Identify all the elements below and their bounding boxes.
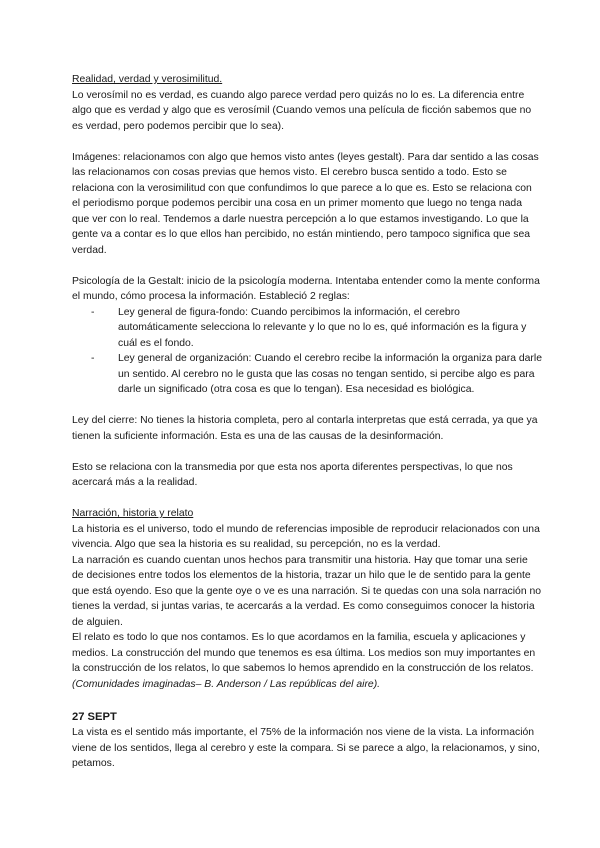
paragraph-transmedia: Esto se relaciona con la transmedia por que esta nos aporta diferentes perspectivas, lo que nos acercará más a la realidad. <box>72 461 513 488</box>
relato-text: El relato es todo lo que nos contamos. Es lo que acordamos en la familia, escuela y aplicaciones y medios. La construcción del mundo que tenemos es esa última. Los medios son muy importantes en la construcción de los relatos, lo que sabemos lo hemos aprendido en la construcción de los relatos. <box>72 632 536 674</box>
paragraph-vista: La vista es el sentido más importante, el 75% de la información nos viene de la vista. La información viene de los sentidos, llega al cerebro y este la compara. Si se parece a algo, la relacionamos, y sino, petamos. <box>72 727 540 769</box>
relato-citation: (Comunidades imaginadas– B. Anderson / Las repúblicas del aire). <box>72 678 381 690</box>
list-item: - Ley general de organización: Cuando el cerebro recibe la información la organiza para darle un sentido. Al cerebro no le gusta que las cosas no tengan sentido, si percibe algo es para darle un significado (otra cosa es que lo tengan). Esa necesidad es biológica. <box>118 351 542 398</box>
date-heading: 27 SEPT <box>72 710 117 723</box>
spacer <box>72 692 542 708</box>
section-heading-narracion: Narración, historia y relato <box>72 508 194 519</box>
spacer <box>72 258 542 274</box>
paragraph-relato <box>72 630 542 692</box>
paragraph-imagenes: Imágenes: relacionamos con algo que hemos visto antes (leyes gestalt). Para dar sentido a las cosas las relacionamos con cosas previas que hemos visto. El cerebro busca sentido a todo. Esto se relaciona con la verosimilitud con que confundimos lo que parece a lo que es. Esto se relaciona con el periodismo porque podemos percibir una cosa en un primer momento que luego no tenga nada que ver con lo real. Tendemos a darle nuestra percepción a lo que estamos investigando. Lo que la gente va a contar es lo que ellos han percibido, no están mintiendo, pero tampoco significa que sea verdad. <box>72 151 539 256</box>
paragraph-gestalt: Psicología de la Gestalt: inicio de la psicología moderna. Intentaba entender como la mente conforma el mundo, cómo procesa la información. Estableció 2 reglas: <box>72 275 540 302</box>
section-heading-realidad: Realidad, verdad y verosimilitud. <box>72 74 223 85</box>
paragraph-ley-cierre: Ley del cierre: No tienes la historia completa, pero al contarla interpretas que está cerrada, ya que ya tienen la suficiente información. Esta es una de las causas de la desinformación. <box>72 415 538 442</box>
spacer <box>72 444 542 460</box>
gestalt-rules-list <box>72 305 542 398</box>
list-item: - Ley general de figura-fondo: Cuando percibimos la información, el cerebro automáticamente selecciona lo relevante y lo que no lo es, qué información es la figura y cuál es el fondo. <box>118 305 542 352</box>
spacer <box>72 134 542 150</box>
paragraph-narracion: La narración es cuando cuentan unos hechos para transmitir una historia. Hay que tomar una serie de decisiones entre todos los elementos de la historia, trazar un hilo que le de sentido para la gente que está oyendo. Eso que la gente oye o ve es una narración. Si te quedas con una sola narración no tienes la verdad, si juntas varias, te acercarás a la verdad. Es como conseguimos conocer la historia de alguien. <box>72 554 542 628</box>
spacer <box>72 491 542 507</box>
paragraph-verosimil: Lo verosímil no es verdad, es cuando algo parece verdad pero quizás no lo es. La diferencia entre algo que es verdad y algo que es verosímil (Cuando vemos una película de ficción sabemos que no es verdad, pero podemos percibir que lo sea). <box>72 89 532 132</box>
paragraph-historia: La historia es el universo, todo el mundo de referencias imposible de reproducir relacionados con una vivencia. Algo que sea la historia es su realidad, su percepción, no es la verdad. <box>72 523 540 550</box>
spacer <box>72 398 542 414</box>
